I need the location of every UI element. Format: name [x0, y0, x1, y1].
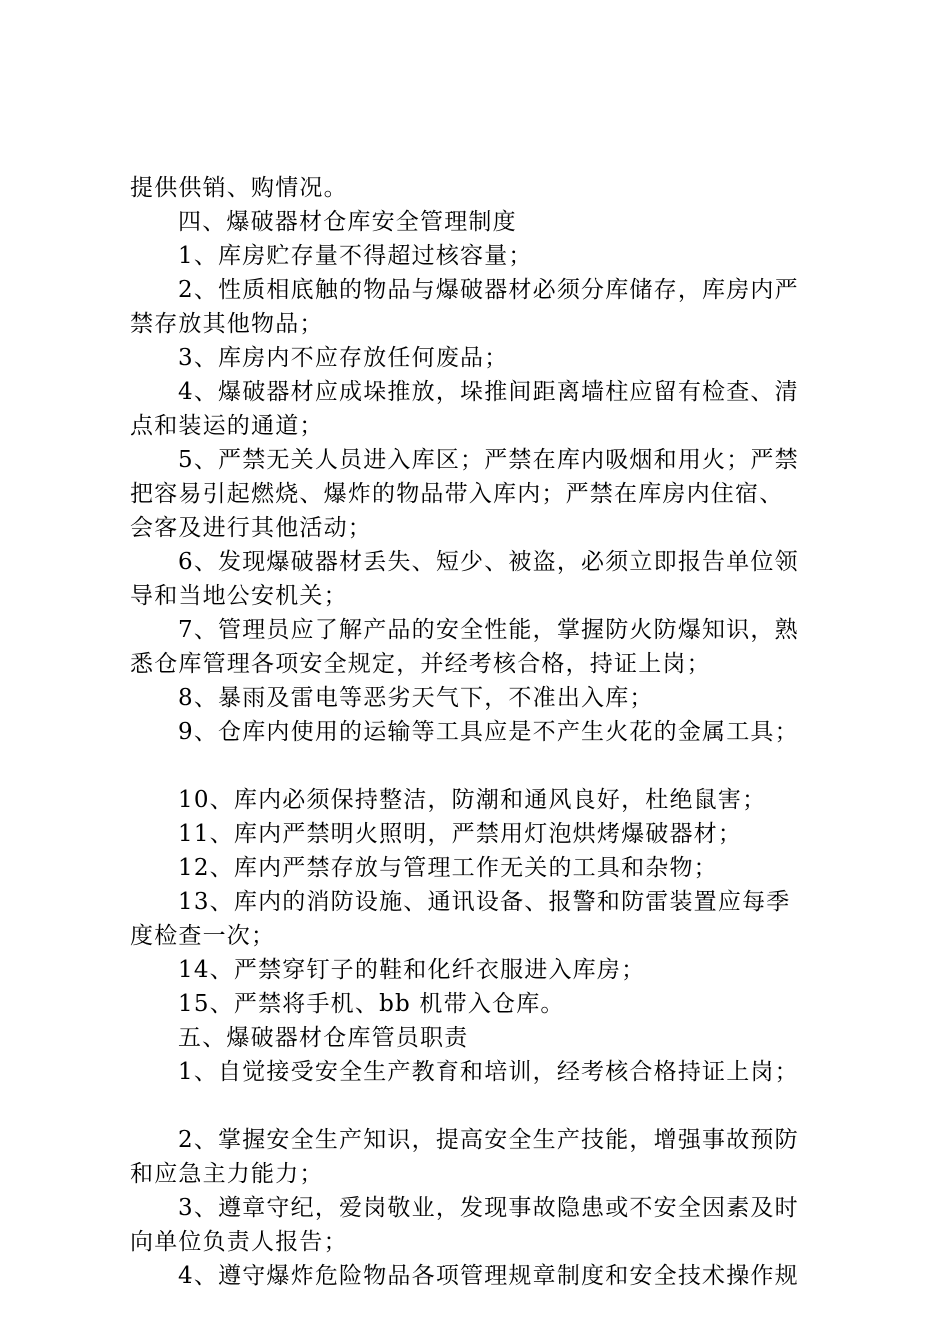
text-line: 提供供销、购情况。	[130, 175, 348, 201]
text-line: 向单位负责人报告；	[130, 1229, 348, 1255]
text-line: 度检查一次；	[130, 923, 276, 949]
text-line: 12、库内严禁存放与管理工作无关的工具和杂物；	[178, 855, 718, 881]
section-heading: 四、爆破器材仓库安全管理制度	[178, 209, 517, 235]
text-line: 14、严禁穿钉子的鞋和化纤衣服进入库房；	[178, 957, 646, 983]
text-line: 3、库房内不应存放任何废品；	[178, 345, 509, 371]
section-heading: 五、爆破器材仓库管员职责	[178, 1025, 469, 1051]
text-line: 悉仓库管理各项安全规定，并经考核合格，持证上岗；	[130, 651, 711, 677]
text-line: 4、爆破器材应成垛推放，垛推间距离墙柱应留有检查、清	[178, 379, 799, 405]
text-line: 10、库内必须保持整洁，防潮和通风良好，杜绝鼠害；	[178, 787, 767, 813]
text-line: 4、遵守爆炸危险物品各项管理规章制度和安全技术操作规	[178, 1263, 799, 1289]
text-line: 2、掌握安全生产知识，提高安全生产技能，增强事故预防	[178, 1127, 799, 1153]
text-line: 禁存放其他物品；	[130, 311, 324, 337]
text-line: 7、管理员应了解产品的安全性能，掌握防火防爆知识，熟	[178, 617, 799, 643]
text-line: 11、库内严禁明火照明，严禁用灯泡烘烤爆破器材；	[178, 821, 743, 847]
text-line: 会客及进行其他活动；	[130, 515, 372, 541]
text-line: 1、库房贮存量不得超过核容量；	[178, 243, 533, 269]
text-line: 6、发现爆破器材丢失、短少、被盗，必须立即报告单位领	[178, 549, 799, 575]
text-line: 13、库内的消防设施、通讯设备、报警和防雷装置应每季	[178, 889, 791, 915]
text-line: 9、仓库内使用的运输等工具应是不产生火花的金属工具；	[178, 719, 799, 745]
text-line: 15、严禁将手机、bb 机带入仓库。	[178, 991, 565, 1017]
text-line: 把容易引起燃烧、爆炸的物品带入库内；严禁在库房内住宿、	[130, 481, 784, 507]
text-line: 1、自觉接受安全生产教育和培训，经考核合格持证上岗；	[178, 1059, 799, 1085]
text-line: 3、遵章守纪，爱岗敬业，发现事故隐患或不安全因素及时	[178, 1195, 799, 1221]
text-line: 和应急主力能力；	[130, 1161, 324, 1187]
text-line: 5、严禁无关人员进入库区；严禁在库内吸烟和用火；严禁	[178, 447, 799, 473]
text-line: 2、性质相底触的物品与爆破器材必须分库储存，库房内严	[178, 277, 799, 303]
text-line: 点和装运的通道；	[130, 413, 324, 439]
text-line: 导和当地公安机关；	[130, 583, 348, 609]
text-line: 8、暴雨及雷电等恶劣天气下，不准出入库；	[178, 685, 654, 711]
